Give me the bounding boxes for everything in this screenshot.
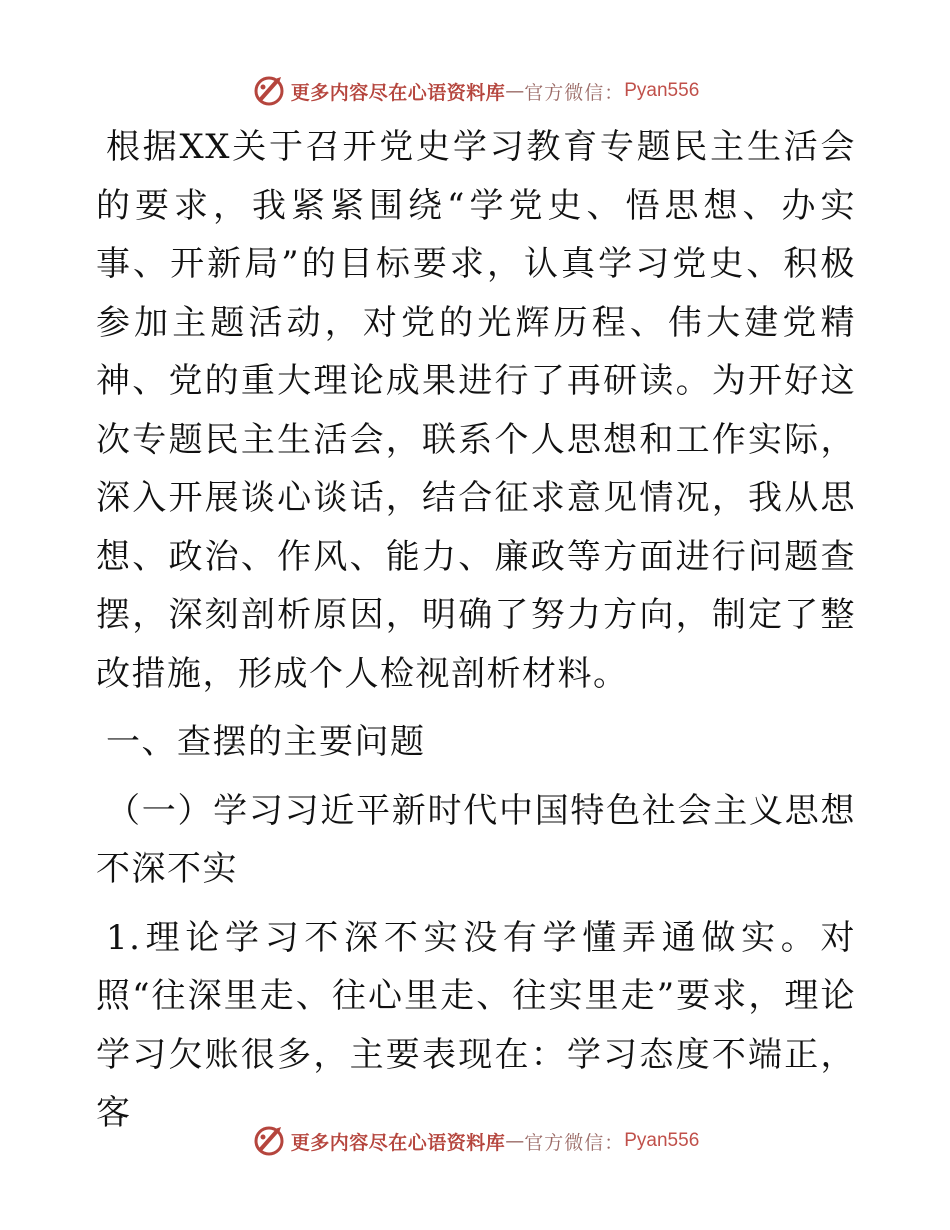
intro-paragraph: 根据XX关于召开党史学习教育专题民主生活会的要求，我紧紧围绕“学党史、悟思想、办实事、开新局”的目标要求，认真学习党史、积极参加主题活动，对党的光辉历程、伟大建党精神、党的重大理论成果进行了再研读。为开好这次专题民主生活会，联系个人思想和工作实际，深入开展谈心谈话，结合征求意见情况，我从思想、政治、作风、能力、廉政等方面进行问题查摆，深刻剖析原因，明确了努力方向，制定了整改措施，形成个人检视剖析材料。: [96, 127, 856, 694]
watermark-separator: —: [505, 1130, 525, 1152]
library-logo-icon: [251, 1123, 287, 1159]
watermark-wechat-id: Pyan556: [624, 80, 700, 101]
watermark-official-label: 官方微信：: [524, 81, 625, 104]
section-heading: 一、查摆的主要问题: [106, 722, 426, 762]
item-paragraph: 1.理论学习不深不实没有学懂弄通做实。对照“往深里走、往心里走、往实里走”要求，理论学习欠账很多，主要表现在：学习态度不端正，客: [96, 917, 856, 1133]
subsection-heading: （一）学习习近平新时代中国特色社会主义思想不深不实: [96, 790, 856, 889]
document-body: [96, 118, 856, 1143]
watermark-header: [0, 71, 950, 111]
watermark-footer: [0, 1121, 950, 1161]
library-logo-icon: [251, 73, 287, 109]
watermark-main-text: 更多内容尽在心语资料库: [290, 81, 506, 104]
watermark-separator: —: [505, 80, 525, 102]
watermark-main-text: 更多内容尽在心语资料库: [290, 1131, 506, 1154]
watermark-official-label: 官方微信：: [524, 1131, 625, 1154]
watermark-wechat-id: Pyan556: [624, 1130, 700, 1151]
